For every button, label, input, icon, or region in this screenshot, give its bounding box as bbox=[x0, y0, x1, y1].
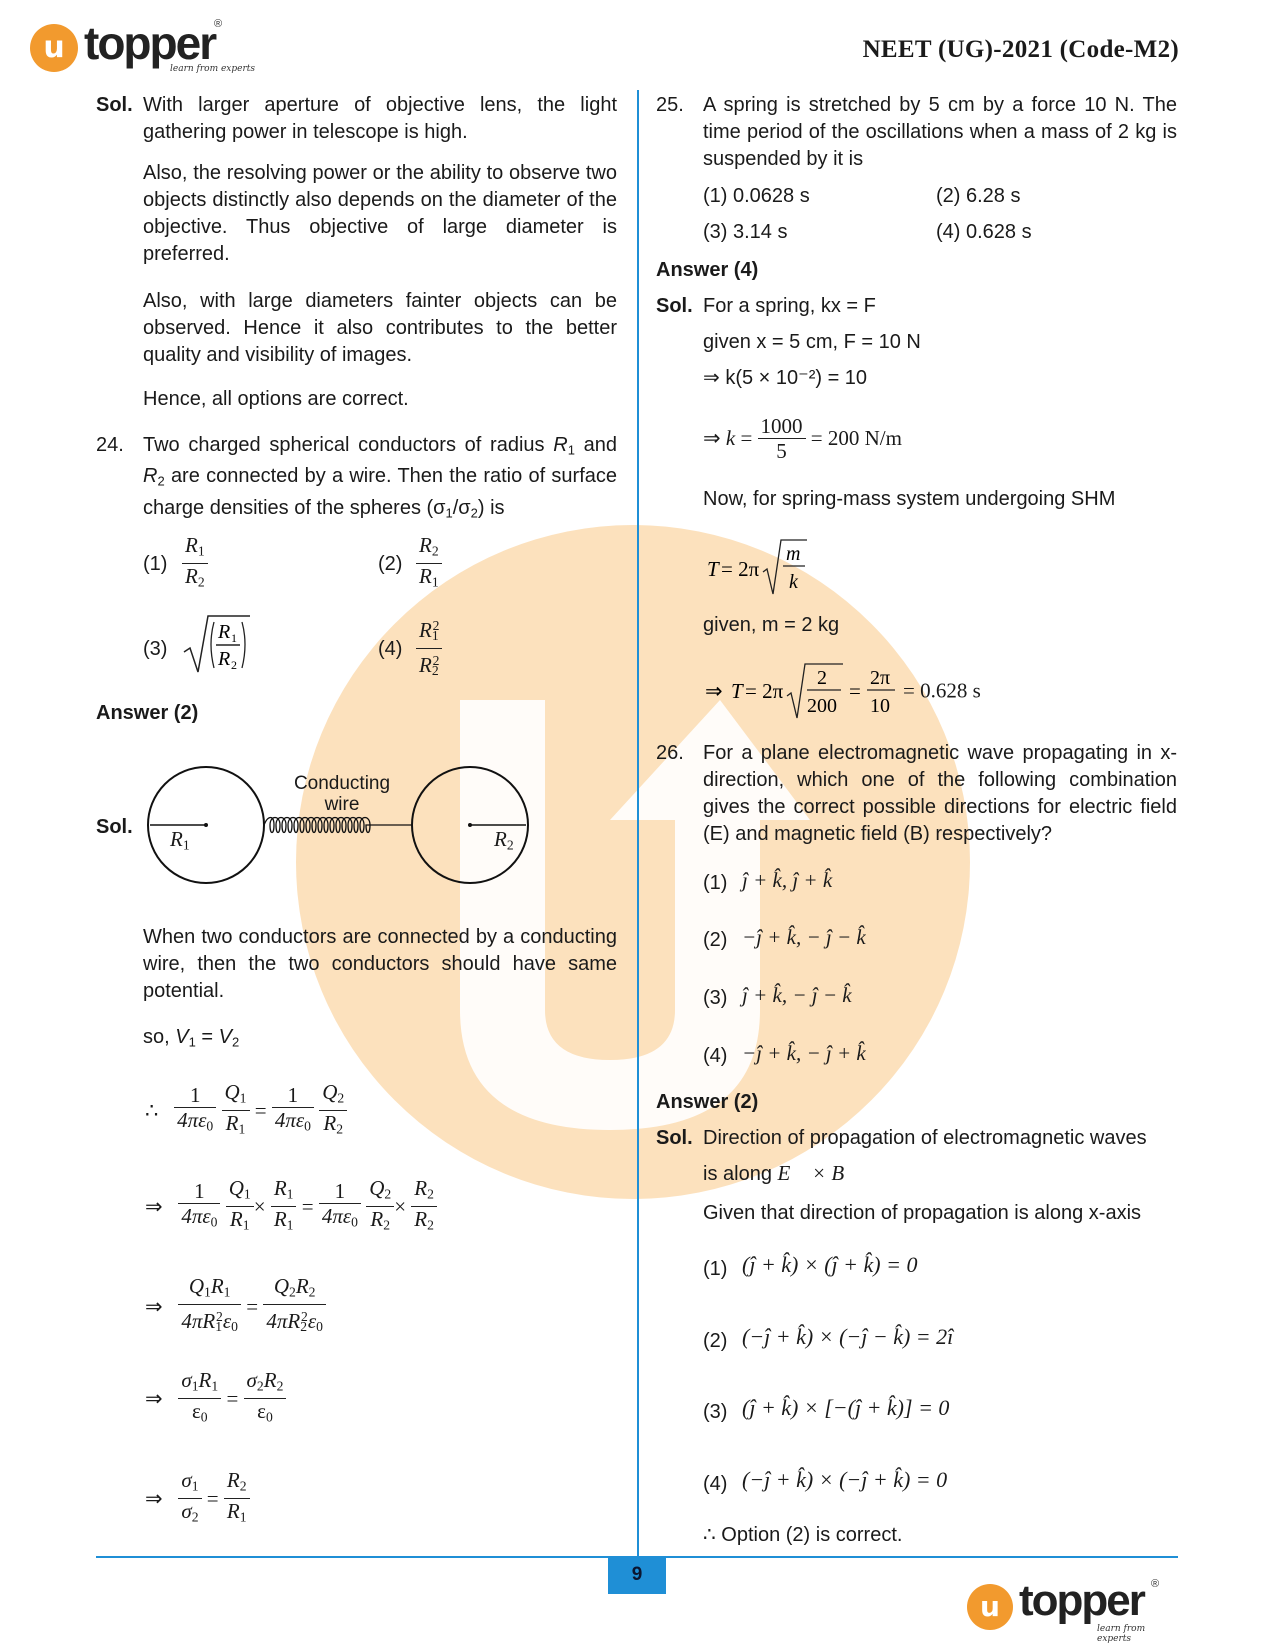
question-number-25: 25. bbox=[656, 94, 684, 116]
derivation-step-4: ⇒ $\frac{\sigma_1R_1}{\varepsilon_0}$ = $\frac{\sigma_2R_2}{\varepsilon_0}$ bbox=[145, 1368, 286, 1430]
sol-label: Sol. bbox=[96, 94, 133, 116]
q24-option-4-label: (4) bbox=[378, 638, 403, 660]
sqrt-icon bbox=[182, 612, 252, 676]
svg-text:200: 200 bbox=[807, 695, 837, 717]
q26-conclusion: ∴ Option (2) is correct. bbox=[703, 1524, 903, 1546]
footer-registered-mark: ® bbox=[1151, 1578, 1160, 1590]
svg-text:R: R bbox=[218, 621, 231, 643]
q26-check-3: (ĵ + k̂) × [−(ĵ + k̂)] = 0 bbox=[742, 1395, 950, 1420]
q24-option-2-label: (2) bbox=[378, 553, 403, 575]
q25-sol-line-6: given, m = 2 kg bbox=[703, 614, 840, 636]
sol-paragraph-4: Hence, all options are correct. bbox=[143, 388, 409, 410]
derivation-step-1: ∴ $\frac{1}{4\pi\varepsilon_0}$ $\frac{Q_1}{R_1}$ = $\frac{1}{4\pi\varepsilon_0}$ $\frac{Q_2}{R_2}$ bbox=[145, 1080, 347, 1142]
q25-option-2: (2) 6.28 s bbox=[936, 185, 1021, 207]
sol-paragraph-1: With larger aperture of objective lens, the light gathering power in telescope is high. bbox=[143, 94, 617, 143]
sol-paragraph-3: Also, with large diameters fainter objects can be observed. Hence it also contributes to the better quality and visibility of images. bbox=[143, 290, 617, 366]
svg-text:m: m bbox=[786, 543, 801, 565]
q26-check-1-label: (1) bbox=[703, 1258, 728, 1280]
registered-mark: ® bbox=[214, 18, 223, 30]
q25-sol-line-1: For a spring, kx = F bbox=[703, 295, 876, 317]
q26-sol-line-2: is along E⃗ × B⃗ bbox=[703, 1161, 861, 1185]
q25-sol-line-2: given x = 5 cm, F = 10 N bbox=[703, 331, 921, 353]
brand-tagline: learn from experts bbox=[170, 64, 256, 74]
question-24-text: Two charged spherical conductors of radius $R_1$ and $R_2$ are connected by a wire. Then the ratio of surface charge densities of the spheres $(\sigma_1/\sigma_2)$ is bbox=[143, 434, 617, 520]
equal-potential-line: so, $V_1 = V_2$ bbox=[143, 1026, 240, 1050]
q25-sol-label: Sol. bbox=[656, 295, 693, 317]
q25-answer: Answer (4) bbox=[656, 259, 759, 281]
period-formula-icon bbox=[703, 536, 813, 598]
q26-option-4: −ĵ + k̂, − ĵ + k̂ bbox=[742, 1041, 866, 1065]
q25-option-3: (3) 3.14 s bbox=[703, 221, 788, 243]
q26-answer: Answer (2) bbox=[656, 1091, 759, 1113]
q26-check-1: (ĵ + k̂) × (ĵ + k̂) = 0 bbox=[742, 1252, 918, 1277]
q26-option-1: ĵ + k̂, ĵ + k̂ bbox=[742, 868, 833, 892]
sol-paragraph-2: Also, the resolving power or the ability to observe two objects distinctly also depends on the diameter of the objective. Thus objective of large diameter is preferred. bbox=[143, 162, 617, 265]
brand-logo bbox=[30, 17, 260, 80]
page-number: 9 bbox=[608, 1558, 666, 1594]
spring-wire-icon bbox=[264, 818, 412, 833]
logo-mark-icon: u bbox=[30, 24, 78, 72]
svg-text:2: 2 bbox=[231, 658, 237, 672]
q25-option-4: (4) 0.628 s bbox=[936, 221, 1032, 243]
q26-sol-line-1: Direction of propagation of electromagnetic waves bbox=[703, 1127, 1147, 1149]
derivation-step-2: ⇒ $\frac{1}{4\pi\varepsilon_0}$ $\frac{Q_1}{R_1}$ × $\frac{R_1}{R_1}$ = $\frac{1}{4\pi\varepsilon_0}$ $\frac{Q_2}{R_2}$ × $\frac{R_2}{R_2}$ bbox=[145, 1176, 437, 1238]
q24-option-1: $\frac{R_1}{R_2}$ bbox=[182, 533, 208, 595]
q26-option-4-label: (4) bbox=[703, 1045, 728, 1067]
q26-option-3-label: (3) bbox=[703, 987, 728, 1009]
q25-period-result: ⇒ T = 2π 2 200 = 2π 10 = 0.628 s bbox=[703, 660, 981, 722]
q24-option-3 bbox=[182, 612, 252, 682]
q26-check-2-label: (2) bbox=[703, 1330, 728, 1352]
question-26-text: For a plane electromagnetic wave propagating in x-direction, which one of the following combination gives the correct possible directions for electric field (E) and magnetic field (B) respectively? bbox=[703, 742, 1177, 845]
radius-label-1: $R_1$ bbox=[170, 827, 190, 853]
svg-text:T: T bbox=[707, 557, 719, 581]
footer-brand-tagline: learn from experts bbox=[1097, 1624, 1146, 1644]
footer-brand-logo bbox=[967, 1576, 1160, 1644]
derivation-step-5: ⇒ $\frac{\sigma_1}{\sigma_2}$ = $\frac{R_2}{R_1}$ bbox=[145, 1468, 250, 1530]
question-number-24: 24. bbox=[96, 434, 124, 456]
svg-text:⇒: ⇒ bbox=[705, 679, 723, 703]
q24-option-2: $\frac{R_2}{R_1}$ bbox=[416, 533, 442, 595]
q25-k-equation: ⇒ k = $\frac{1000}{5}$ = 200 N/m bbox=[703, 414, 902, 463]
q25-period-formula bbox=[703, 536, 813, 604]
brand-name: topper bbox=[84, 17, 216, 69]
svg-text:1: 1 bbox=[231, 631, 237, 645]
svg-text:2: 2 bbox=[817, 667, 827, 689]
q26-option-2: −ĵ + k̂, − ĵ − k̂ bbox=[742, 925, 866, 949]
q25-option-1: (1) 0.0628 s bbox=[703, 185, 810, 207]
question-25-text: A spring is stretched by 5 cm by a force 10 N. The time period of the oscillations when a mass of 2 kg is suspended by it is bbox=[703, 94, 1177, 170]
q24-answer: Answer (2) bbox=[96, 702, 199, 724]
q25-sol-line-5: Now, for spring-mass system undergoing SHM bbox=[703, 488, 1116, 510]
svg-text:= 2π: = 2π bbox=[721, 557, 760, 581]
radius-label-2: $R_2$ bbox=[494, 827, 514, 853]
svg-text:=: = bbox=[849, 679, 861, 703]
svg-text:10: 10 bbox=[870, 695, 890, 717]
footer-brand-name: topper bbox=[1019, 1576, 1144, 1625]
q26-check-4-label: (4) bbox=[703, 1473, 728, 1495]
svg-text:= 2π: = 2π bbox=[745, 679, 784, 703]
q26-option-2-label: (2) bbox=[703, 929, 728, 951]
wire-label: Conducting wire bbox=[293, 773, 391, 815]
q24-option-3-label: (3) bbox=[143, 638, 168, 660]
q26-sol-label: Sol. bbox=[656, 1127, 693, 1149]
derivation-step-3: ⇒ $\frac{Q_1R_1}{4\pi R_1^2\varepsilon_0}$ = $\frac{Q_2R_2}{4\pi R_2^2\varepsilon_0}$ bbox=[145, 1274, 326, 1340]
explanation-text: When two conductors are connected by a conducting wire, then the two conductors should have same potential. bbox=[143, 926, 617, 1002]
column-divider bbox=[637, 90, 639, 1585]
q26-check-2: (−ĵ + k̂) × (−ĵ − k̂) = 2î bbox=[742, 1324, 954, 1349]
question-number-26: 26. bbox=[656, 742, 684, 764]
svg-text:R: R bbox=[218, 648, 231, 670]
q26-option-1-label: (1) bbox=[703, 872, 728, 894]
svg-text:T: T bbox=[731, 679, 743, 703]
q26-option-3: ĵ + k̂, − ĵ − k̂ bbox=[742, 983, 852, 1007]
q25-sol-line-3: ⇒ k(5 × 10⁻²) = 10 bbox=[703, 367, 868, 389]
svg-text:k: k bbox=[789, 571, 798, 593]
exam-title: NEET (UG)-2021 (Code-M2) bbox=[862, 36, 1179, 63]
q26-sol-line-3: Given that direction of propagation is along x-axis bbox=[703, 1202, 1142, 1224]
period-result-icon bbox=[703, 660, 903, 722]
q24-option-4: $\frac{R_1^2}{R_2^2}$ bbox=[416, 614, 442, 683]
q26-check-3-label: (3) bbox=[703, 1401, 728, 1423]
q26-check-4: (−ĵ + k̂) × (−ĵ + k̂) = 0 bbox=[742, 1467, 948, 1492]
footer-logo-mark-icon: u bbox=[967, 1584, 1013, 1630]
q24-option-1-label: (1) bbox=[143, 553, 168, 575]
svg-text:2π: 2π bbox=[870, 667, 891, 689]
figure-sol-label: Sol. bbox=[96, 816, 133, 838]
